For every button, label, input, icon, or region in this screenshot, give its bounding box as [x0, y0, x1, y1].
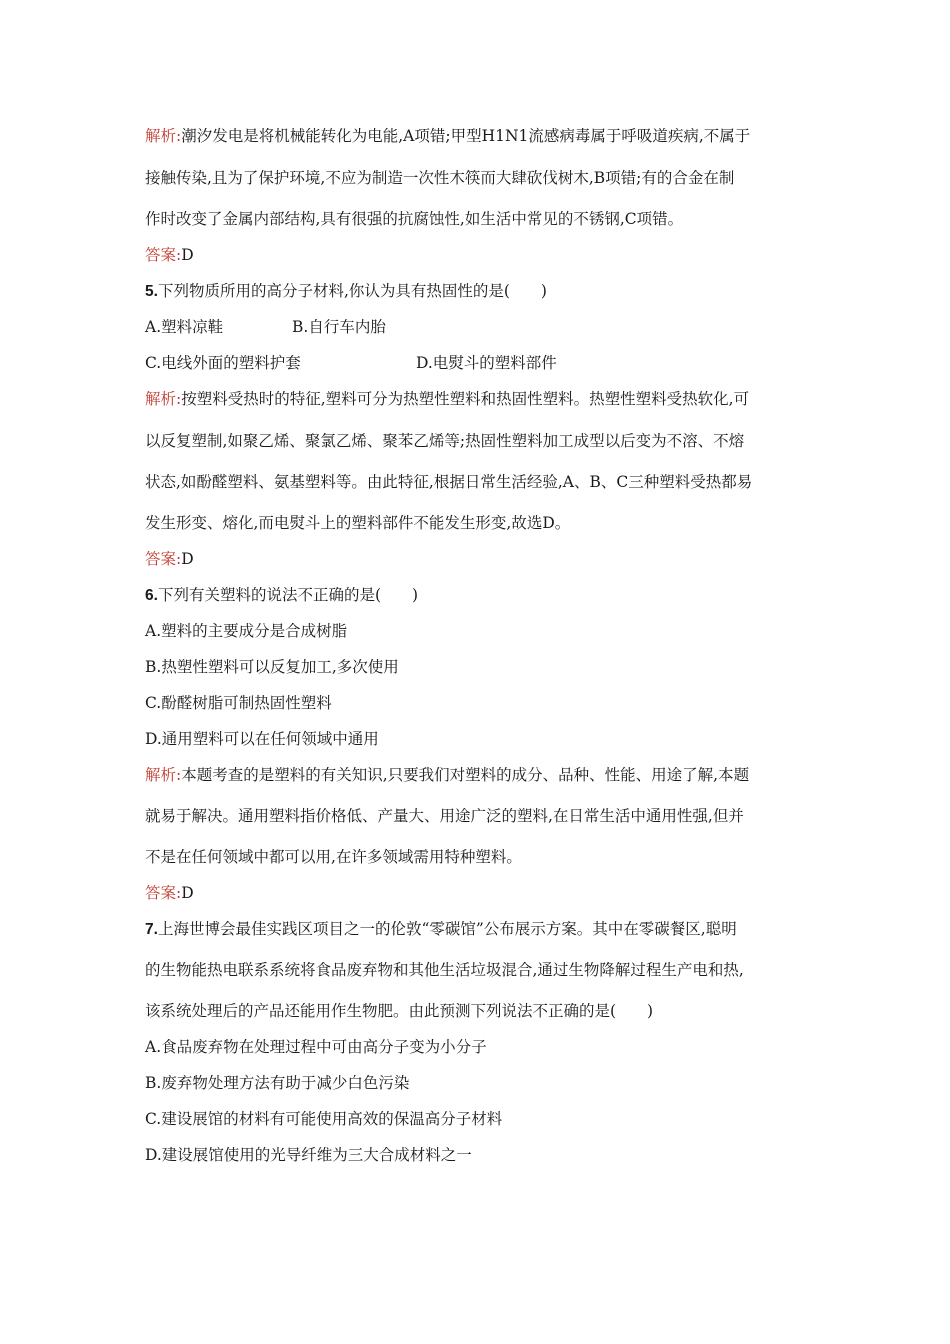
question-number: 6.: [145, 587, 158, 604]
q6-option-c: C.酚醛树脂可制热固性塑料: [145, 694, 332, 712]
question-number: 5.: [145, 283, 158, 300]
answer-label: 答案:: [145, 550, 182, 568]
q7-option-a: A.食品废弃物在处理过程中可由高分子变为小分子: [145, 1038, 487, 1056]
q7-option-b: B.废弃物处理方法有助于减少白色污染: [145, 1074, 410, 1092]
q6-option-b: B.热塑性塑料可以反复加工,多次使用: [145, 658, 399, 676]
q5-analysis-line-4: 发生形变、熔化,而电熨斗上的塑料部件不能发生形变,故选D。: [145, 514, 571, 532]
answer-label: 答案:: [145, 884, 182, 902]
q5-option-a: A.塑料凉鞋: [145, 318, 224, 336]
analysis-label: 解析:: [145, 766, 182, 784]
q6-answer: 答案:D: [145, 884, 194, 902]
q5-option-d: D.电熨斗的塑料部件: [416, 354, 557, 372]
q6-analysis-line-3: 不是在任何领域中都可以用,在许多领域需用特种塑料。: [145, 848, 522, 866]
q6-analysis-line-1: 解析:本题考查的是塑料的有关知识,只要我们对塑料的成分、品种、性能、用途了解,本题: [145, 766, 750, 784]
q7-stem-line-1: 7.上海世博会最佳实践区项目之一的伦敦“零碳馆”公布展示方案。其中在零碳餐区,聪明: [145, 920, 737, 938]
answer-label: 答案:: [145, 246, 182, 264]
analysis-label: 解析:: [145, 390, 182, 408]
q7-stem-line-3: 该系统处理后的产品还能用作生物肥。由此预测下列说法不正确的是( ): [145, 1002, 654, 1020]
q5-option-b: B.自行车内胎: [292, 318, 386, 336]
q4-analysis-line-3: 作时改变了金属内部结构,具有很强的抗腐蚀性,如生活中常见的不锈钢,C项错。: [145, 210, 684, 228]
q6-option-a: A.塑料的主要成分是合成树脂: [145, 622, 348, 640]
q6-stem: 6.下列有关塑料的说法不正确的是( ): [145, 586, 419, 604]
question-number: 7.: [145, 921, 158, 938]
q6-option-d: D.通用塑料可以在任何领域中通用: [145, 730, 379, 748]
q7-stem-line-2: 的生物能热电联系系统将食品废弃物和其他生活垃圾混合,通过生物降解过程生产电和热,: [145, 961, 744, 979]
q4-analysis-line-2: 接触传染,且为了保护环境,不应为制造一次性木筷而大肆砍伐树木,B项错;有的合金在制: [145, 169, 735, 187]
q5-answer: 答案:D: [145, 550, 194, 568]
analysis-label: 解析:: [145, 127, 182, 145]
q7-option-d: D.建设展馆使用的光导纤维为三大合成材料之一: [145, 1146, 472, 1164]
q5-analysis-line-2: 以反复塑制,如聚乙烯、聚氯乙烯、聚苯乙烯等;热固性塑料加工成型以后变为不溶、不熔: [145, 432, 745, 450]
q6-analysis-line-2: 就易于解决。通用塑料指价格低、产量大、用途广泛的塑料,在日常生活中通用性强,但并: [145, 807, 744, 825]
q5-analysis-line-1: 解析:按塑料受热时的特征,塑料可分为热塑性塑料和热固性塑料。热塑性塑料受热软化,可: [145, 390, 750, 408]
q4-answer: 答案:D: [145, 246, 194, 264]
q5-option-c: C.电线外面的塑料护套: [145, 354, 301, 372]
q5-analysis-line-3: 状态,如酚醛塑料、氨基塑料等。由此特征,根据日常生活经验,A、B、C三种塑料受热都易: [145, 473, 753, 491]
q5-stem: 5.下列物质所用的高分子材料,你认为具有热固性的是( ): [145, 282, 547, 300]
q4-analysis-line-1: 解析:潮汐发电是将机械能转化为电能,A项错;甲型H1N1流感病毒属于呼吸道疾病,不属于: [145, 127, 751, 145]
q7-option-c: C.建设展馆的材料有可能使用高效的保温高分子材料: [145, 1110, 503, 1128]
